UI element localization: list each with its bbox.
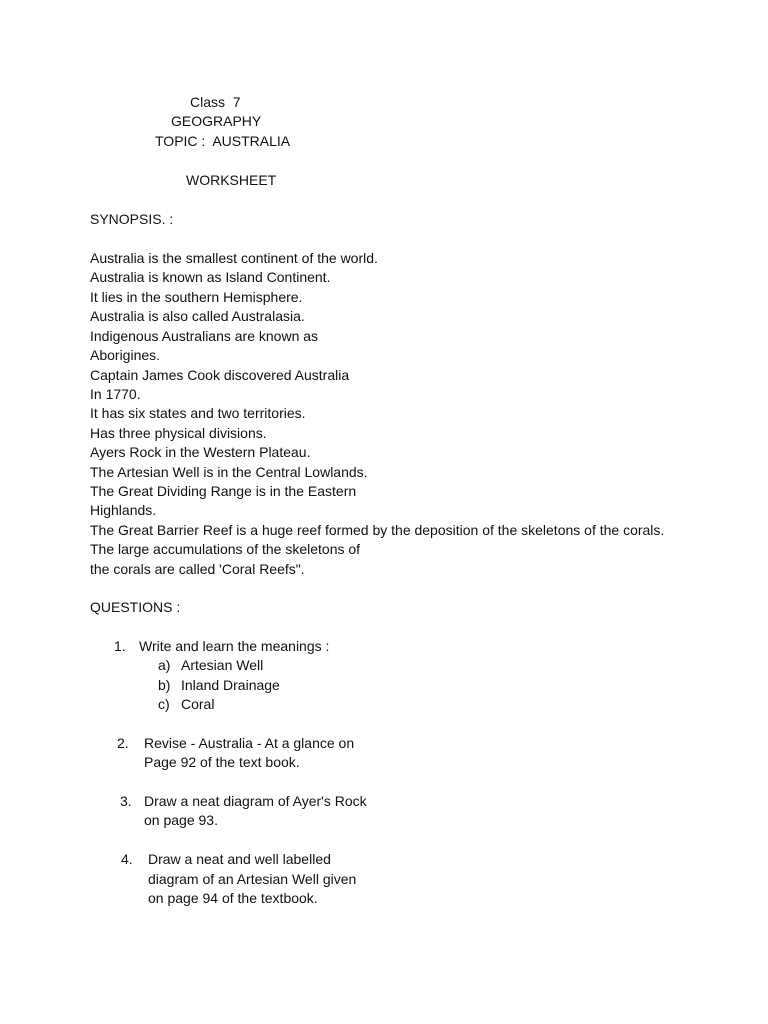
sub-item-text: Coral [181, 696, 215, 712]
question-number: 3. [120, 793, 132, 809]
sub-item-letter: c) [158, 696, 170, 712]
synopsis-line: It lies in the southern Hemisphere. [90, 289, 303, 305]
synopsis-line: The Artesian Well is in the Central Lowlands. [90, 464, 368, 480]
question-text: on page 94 of the textbook. [148, 890, 318, 906]
synopsis-line: The Great Barrier Reef is a huge reef formed by the deposition of the skeletons of the corals. [90, 522, 665, 538]
synopsis-line: The Great Dividing Range is in the Eastern [90, 483, 357, 499]
class-label: Class 7 [190, 94, 241, 110]
question-number: 2. [117, 735, 129, 751]
question-text: Revise - Australia - At a glance on [144, 735, 355, 751]
synopsis-line: Australia is the smallest continent of the world. [90, 250, 378, 266]
question-text: Write and learn the meanings : [139, 638, 330, 654]
sub-item-letter: a) [158, 657, 171, 673]
synopsis-heading: SYNOPSIS. : [90, 211, 174, 227]
synopsis-line: The large accumulations of the skeletons of [90, 541, 361, 557]
synopsis-line: Indigenous Australians are known as [90, 328, 319, 344]
sub-item-letter: b) [158, 677, 171, 693]
synopsis-line: Australia is known as Island Continent. [90, 269, 331, 285]
question-text: on page 93. [144, 812, 218, 828]
questions-heading: QUESTIONS : [90, 599, 181, 615]
subject-label: GEOGRAPHY [171, 113, 262, 129]
synopsis-line: Highlands. [90, 502, 157, 518]
synopsis-line: Captain James Cook discovered Australia [90, 367, 350, 383]
sub-item-text: Artesian Well [181, 657, 264, 673]
sub-item-text: Inland Drainage [181, 677, 280, 693]
question-text: Draw a neat diagram of Ayer's Rock [144, 793, 367, 809]
question-text: Draw a neat and well labelled [148, 851, 331, 867]
synopsis-line: Aborigines. [90, 347, 161, 363]
topic-label: TOPIC : AUSTRALIA [155, 133, 291, 149]
synopsis-line: In 1770. [90, 386, 141, 402]
worksheet-title: WORKSHEET [186, 172, 277, 188]
synopsis-line: the corals are called 'Coral Reefs". [90, 561, 305, 577]
synopsis-line: Ayers Rock in the Western Plateau. [90, 444, 311, 460]
synopsis-line: It has six states and two territories. [90, 405, 306, 421]
question-text: diagram of an Artesian Well given [148, 871, 357, 887]
question-text: Page 92 of the text book. [144, 754, 300, 770]
synopsis-line: Australia is also called Australasia. [90, 308, 305, 324]
question-number: 4. [121, 851, 133, 867]
synopsis-line: Has three physical divisions. [90, 425, 267, 441]
question-number: 1. [114, 638, 126, 654]
